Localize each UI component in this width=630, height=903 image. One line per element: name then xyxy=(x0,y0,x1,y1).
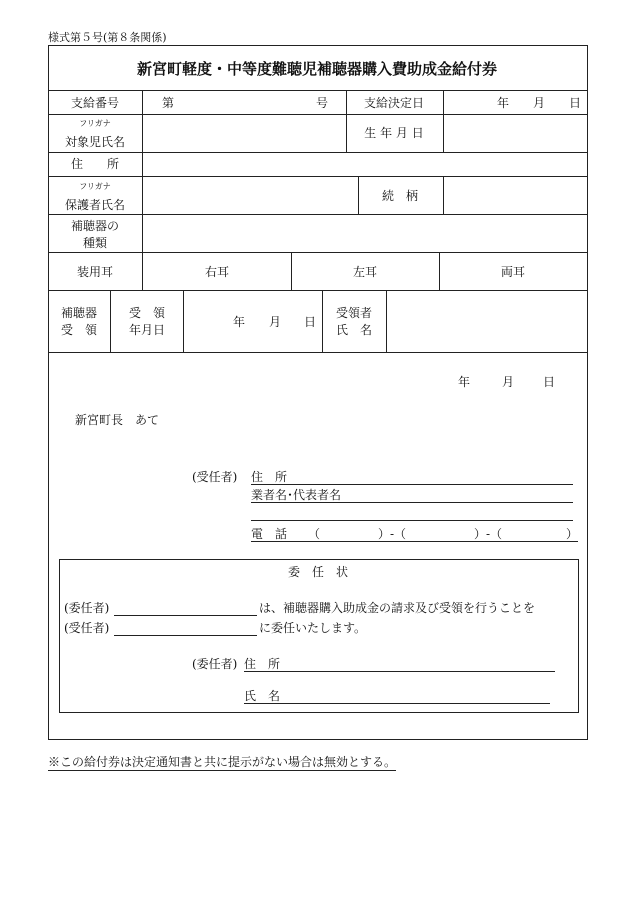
address-field[interactable] xyxy=(143,153,585,175)
phone-sep-1: ）-（ xyxy=(378,527,407,541)
label-ear: 装用耳 xyxy=(76,265,114,279)
year-text: 年 xyxy=(458,375,471,389)
rule xyxy=(291,252,292,290)
business-line[interactable] xyxy=(251,502,573,503)
rule xyxy=(346,90,347,152)
label-decision-date: 支給決定日 xyxy=(363,96,425,110)
label-date-2: 年月日 xyxy=(128,323,166,337)
address-label: 住 所 xyxy=(251,470,288,484)
rule xyxy=(439,252,440,290)
form-title: 新宮町軽度・中等度難聴児補聴器購入費助成金給付券 xyxy=(136,60,498,78)
label-receiver-1: 受領者 xyxy=(335,306,373,320)
sign-address-label: 住 所 xyxy=(244,657,281,671)
principal-line[interactable] xyxy=(114,615,257,616)
label-type-2: 種類 xyxy=(82,236,108,250)
phone-paren-open: （ xyxy=(308,527,321,541)
delegation-box xyxy=(59,559,579,713)
dai-text: 第 xyxy=(162,96,175,110)
day-text: 日 xyxy=(543,375,556,389)
phone-label: 電 話 xyxy=(251,527,288,541)
delegation-agent-label: (受任者) xyxy=(64,621,110,635)
delegation-agent-line[interactable] xyxy=(114,635,257,636)
relation-field[interactable] xyxy=(444,177,585,213)
principal-label: (委任者) xyxy=(64,601,110,615)
phone-line[interactable] xyxy=(251,541,578,542)
footnote: ※この給付券は決定通知書と共に提示がない場合は無効とする。 xyxy=(48,755,397,769)
label-date-1: 受 領 xyxy=(128,306,166,320)
rule xyxy=(358,176,359,214)
rule xyxy=(48,90,587,91)
label-guardian-name: 保護者氏名 xyxy=(64,198,126,212)
form-number: 様式第５号(第８条関係) xyxy=(48,31,167,44)
rule xyxy=(48,352,587,353)
furigana-label: フリガナ xyxy=(79,119,111,128)
delegation-title: 委 任 状 xyxy=(287,565,349,579)
sign-name-line[interactable] xyxy=(244,703,550,704)
left-ear-option[interactable]: 左耳 xyxy=(352,265,378,279)
label-receipt-1: 補聴器 xyxy=(60,306,98,320)
delegation-text-1: は、補聴器購入助成金の請求及び受領を行うことを xyxy=(259,601,536,615)
day-text: 日 xyxy=(304,315,317,329)
month-text: 月 xyxy=(269,315,282,329)
label-relation: 続 柄 xyxy=(381,189,419,203)
delegation-text-2: に委任いたします。 xyxy=(259,621,367,635)
label-child-name: 対象児氏名 xyxy=(64,135,126,149)
label-number: 支給番号 xyxy=(70,96,120,110)
child-name-field[interactable] xyxy=(143,115,345,151)
label-type-1: 補聴器の xyxy=(70,219,120,233)
label-receipt-2: 受 領 xyxy=(60,323,98,337)
sign-label: (委任者) xyxy=(192,657,238,671)
phone-paren-close: ） xyxy=(566,527,579,541)
address-line[interactable] xyxy=(251,484,573,485)
business-label: 業者名･代表者名 xyxy=(251,488,342,502)
hearing-aid-type-field[interactable] xyxy=(143,215,585,251)
addressee: 新宮町長 あて xyxy=(75,413,160,427)
agent-label: (受任者) xyxy=(192,470,238,484)
phone-sep-2: ）-（ xyxy=(474,527,503,541)
rule xyxy=(183,290,184,352)
year-text: 年 xyxy=(497,96,510,110)
label-birthdate: 生 年 月 日 xyxy=(364,126,424,140)
month-text: 月 xyxy=(533,96,546,110)
day-text: 日 xyxy=(569,96,582,110)
year-text: 年 xyxy=(233,315,246,329)
both-ears-option[interactable]: 両耳 xyxy=(500,265,526,279)
label-receiver-2: 氏 名 xyxy=(335,323,373,337)
sign-address-line[interactable] xyxy=(244,671,555,672)
birthdate-field[interactable] xyxy=(444,115,585,151)
rule xyxy=(322,290,323,352)
rule xyxy=(48,252,587,253)
guardian-name-field[interactable] xyxy=(143,177,357,213)
right-ear-option[interactable]: 右耳 xyxy=(204,265,230,279)
label-address: 住 所 xyxy=(70,157,120,171)
extra-line[interactable] xyxy=(251,520,573,521)
rule xyxy=(110,290,111,352)
receiver-name-field[interactable] xyxy=(387,291,585,351)
furigana-label: フリガナ xyxy=(79,182,111,191)
go-text: 号 xyxy=(316,96,329,110)
sign-name-label: 氏 名 xyxy=(244,689,281,703)
month-text: 月 xyxy=(502,375,515,389)
